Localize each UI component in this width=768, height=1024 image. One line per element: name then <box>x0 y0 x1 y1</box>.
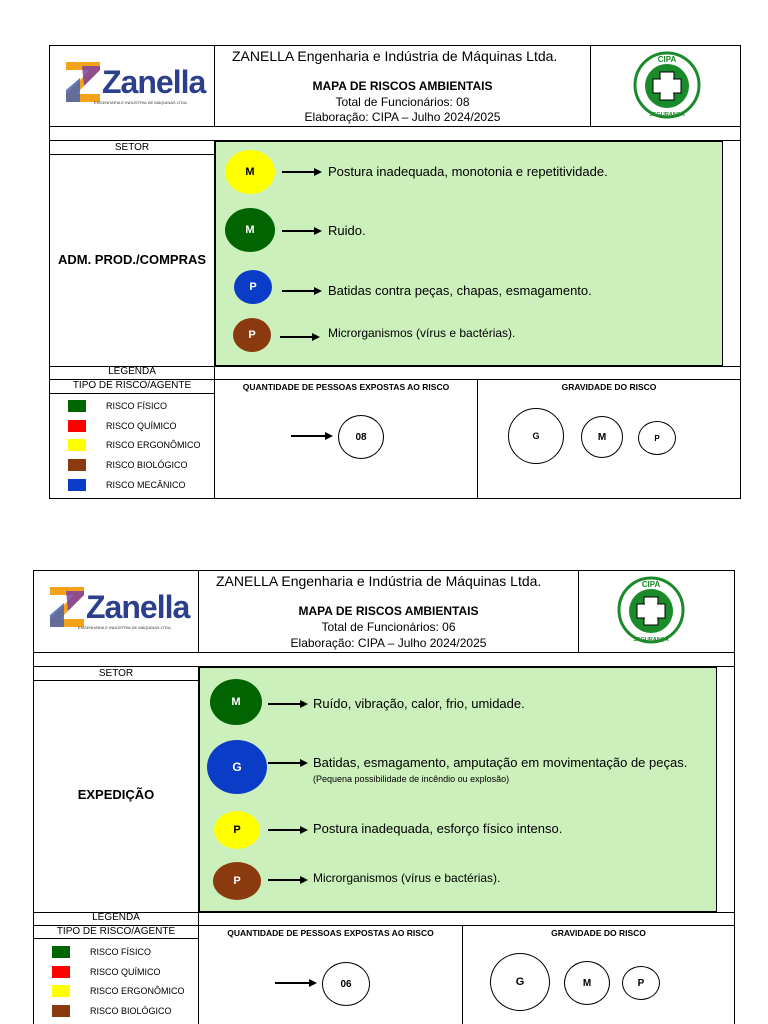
arrow-icon <box>282 167 322 177</box>
severity-circle-g: G <box>508 408 564 464</box>
arrow-icon <box>268 875 308 885</box>
risk-description: Microrganismos (vírus e bactérias). <box>328 326 516 340</box>
severity-circle-m: M <box>581 416 623 458</box>
employee-total: Total de Funcionários: 06 <box>321 620 456 634</box>
zanella-logo-icon <box>62 60 102 104</box>
legend-swatch-biologico <box>68 459 86 471</box>
risk-description: Postura inadequada, esforço físico intenso. <box>313 821 563 836</box>
zanella-logo-icon <box>46 585 86 629</box>
cipa-top-text: CIPA <box>657 55 677 64</box>
risk-circle-physical: M <box>210 679 262 725</box>
risk-circle-mechanical: P <box>234 270 272 304</box>
legend-label: RISCO MECÂNICO <box>106 480 186 490</box>
tipo-label: TIPO DE RISCO/AGENTE <box>72 380 192 391</box>
legend-swatch-ergonomico <box>68 439 86 451</box>
severity-circle-m: M <box>564 961 610 1005</box>
legend-swatch-biologico <box>52 1005 70 1017</box>
company-name: ZANELLA Engenharia e Indústria de Máquinas Ltda. <box>216 573 542 589</box>
cipa-bottom-text: SEGURANÇA <box>649 112 685 118</box>
legend-label: RISCO QUÍMICO <box>90 967 161 977</box>
qty-header: QUANTIDADE DE PESSOAS EXPOSTAS AO RISCO <box>227 928 434 938</box>
legend-label: RISCO BIOLÓGICO <box>90 1006 172 1016</box>
risk-description: Batidas, esmagamento, amputação em movimentação de peças. <box>313 755 688 770</box>
map-title: MAPA DE RISCOS AMBIENTAIS <box>298 604 479 618</box>
risk-circle-ergonomic: P <box>214 811 260 849</box>
risk-description: Ruido. <box>328 223 366 238</box>
risk-description: Ruído, vibração, calor, frio, umidade. <box>313 696 525 711</box>
cipa-bottom-text: SEGURANÇA <box>633 637 669 643</box>
legenda-label: LEGENDA <box>108 366 156 377</box>
logo-subtitle: ENGENHARIA E INDÚSTRIA DE MÁQUINAS LTDA. <box>78 625 172 630</box>
sector-name: ADM. PROD./COMPRAS <box>57 252 207 267</box>
risk-circle-ergonomic: M <box>225 150 275 194</box>
legend-label: RISCO ERGONÔMICO <box>90 986 185 996</box>
risk-map-2 <box>33 570 735 1024</box>
risk-circle-biological: P <box>213 862 261 900</box>
severity-header: GRAVIDADE DO RISCO <box>561 382 657 392</box>
risk-circle-biological: P <box>233 318 271 352</box>
risk-description: Postura inadequada, monotonia e repetitividade. <box>328 164 608 179</box>
severity-circle-p: P <box>638 421 676 455</box>
legend-swatch-quimico <box>52 966 70 978</box>
arrow-icon <box>291 431 333 441</box>
map-title: MAPA DE RISCOS AMBIENTAIS <box>312 79 493 93</box>
zanella-logo <box>46 585 190 635</box>
legend-swatch-quimico <box>68 420 86 432</box>
sector-name: EXPEDIÇÃO <box>77 787 155 802</box>
legend-label: RISCO ERGONÔMICO <box>106 440 201 450</box>
elaboration: Elaboração: CIPA – Julho 2024/2025 <box>290 636 487 650</box>
qty-header: QUANTIDADE DE PESSOAS EXPOSTAS AO RISCO <box>242 382 450 392</box>
risk-description: Batidas contra peças, chapas, esmagamento. <box>328 283 592 298</box>
logo-subtitle: ENGENHARIA E INDÚSTRIA DE MÁQUINAS LTDA. <box>94 100 188 105</box>
severity-header: GRAVIDADE DO RISCO <box>551 928 646 938</box>
exposed-count-circle: 08 <box>338 415 384 459</box>
logo-word: Zanella <box>86 589 190 625</box>
legend-label: RISCO BIOLÓGICO <box>106 460 188 470</box>
cipa-seal-icon <box>616 575 686 645</box>
arrow-icon <box>268 699 308 709</box>
risk-description: Microrganismos (vírus e bactérias). <box>313 871 501 885</box>
elaboration: Elaboração: CIPA – Julho 2024/2025 <box>304 110 501 124</box>
company-name: ZANELLA Engenharia e Indústria de Máquinas Ltda. <box>232 48 558 64</box>
legend-swatch-ergonomico <box>52 985 70 997</box>
risk-circle-physical: M <box>225 208 275 252</box>
zanella-logo <box>62 60 206 110</box>
risk-circle-mechanical: G <box>207 740 267 794</box>
risk-map-1 <box>49 45 741 499</box>
legend-label: RISCO FÍSICO <box>90 947 152 957</box>
employee-total: Total de Funcionários: 08 <box>335 95 470 109</box>
legend-label: RISCO QUÍMICO <box>106 421 177 431</box>
arrow-icon <box>280 332 320 342</box>
arrow-icon <box>268 758 308 768</box>
cipa-seal-icon <box>632 50 702 120</box>
legenda-label: LEGENDA <box>92 912 140 923</box>
risk-note: (Pequena possibilidade de incêndio ou explosão) <box>313 774 510 784</box>
legend-swatch-fisico <box>52 946 70 958</box>
exposed-count-circle: 06 <box>322 962 370 1006</box>
severity-circle-p: P <box>622 966 660 1000</box>
legend-swatch-mecanico <box>68 479 86 491</box>
cipa-top-text: CIPA <box>641 580 661 589</box>
tipo-label: TIPO DE RISCO/AGENTE <box>56 926 176 937</box>
arrow-icon <box>275 978 317 988</box>
setor-label: SETOR <box>114 142 150 153</box>
legend-swatch-fisico <box>68 400 86 412</box>
arrow-icon <box>282 286 322 296</box>
arrow-icon <box>282 226 322 236</box>
arrow-icon <box>268 825 308 835</box>
legend-label: RISCO FÍSICO <box>106 401 168 411</box>
setor-label: SETOR <box>98 668 134 679</box>
severity-circle-g: G <box>490 953 550 1011</box>
logo-word: Zanella <box>102 64 206 100</box>
